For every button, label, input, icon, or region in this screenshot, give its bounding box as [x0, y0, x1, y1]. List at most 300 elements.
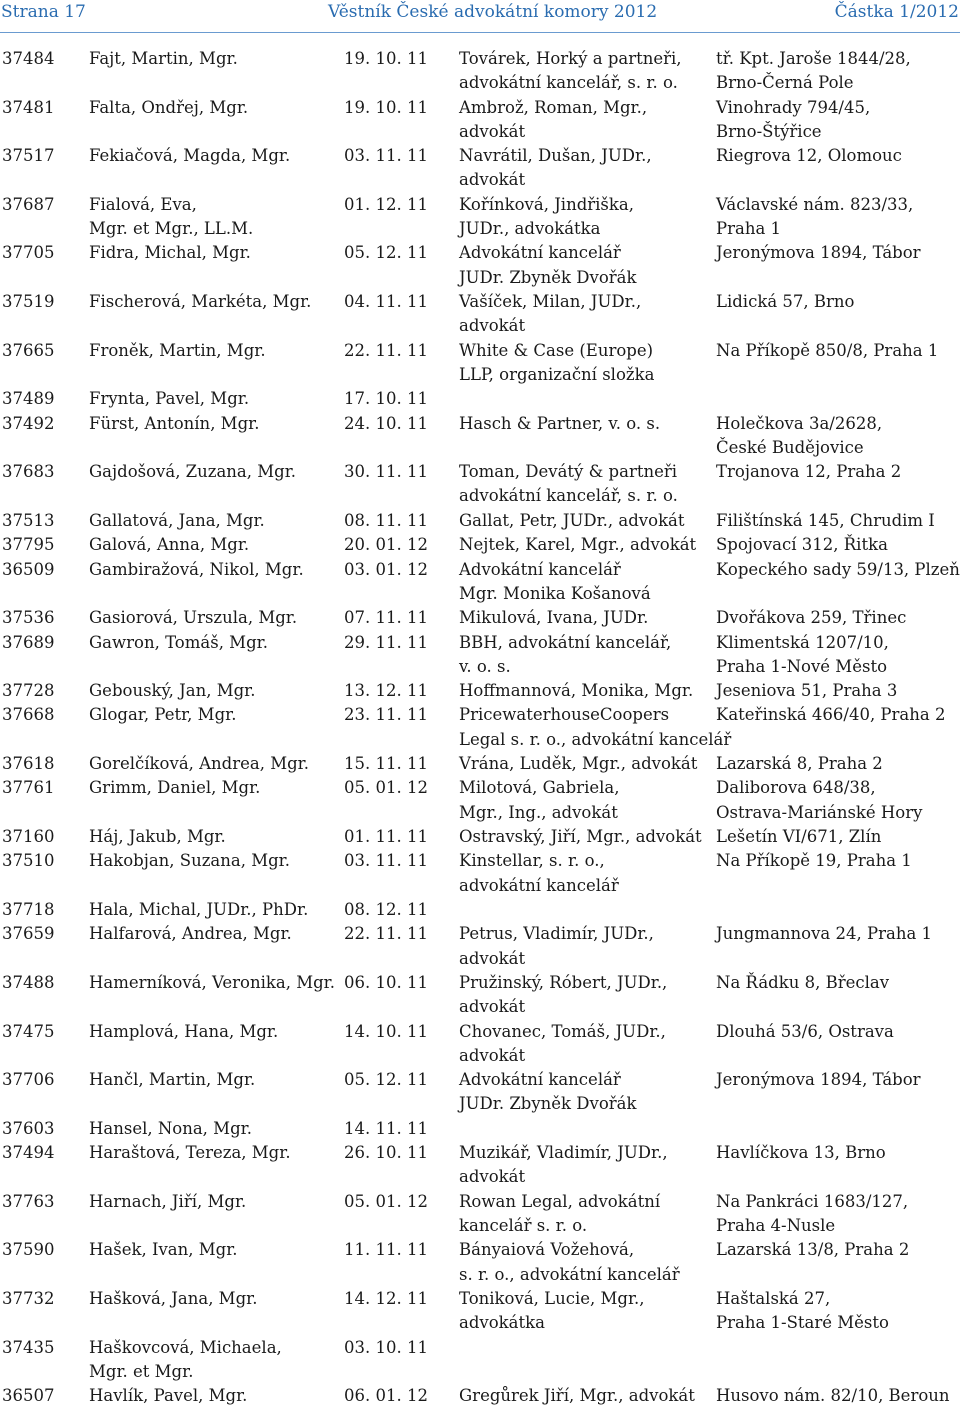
supervising-firm: [459, 96, 647, 144]
registration-date: 19. 10. 11: [344, 49, 428, 68]
candidate-name: [89, 679, 256, 703]
firm-address: [716, 1190, 908, 1238]
candidate-name: [89, 412, 259, 436]
firm-address: [716, 1287, 889, 1335]
supervising-firm-line: Gregůrek Jiří, Mgr., advokát: [459, 1386, 695, 1406]
firm-address: [716, 606, 906, 630]
supervising-firm: [459, 1141, 668, 1189]
registration-date: 14. 12. 11: [344, 1288, 428, 1308]
registration-date: 29. 11. 11: [344, 632, 428, 652]
registration-date: 06. 01. 12: [344, 1386, 428, 1406]
candidate-name-line: Haškovcová, Michaela,: [89, 1337, 282, 1357]
firm-address-line: Jeseniova 51, Praha 3: [716, 681, 898, 701]
table-row: [0, 971, 960, 1020]
registration-date: 14. 11. 11: [344, 1118, 428, 1138]
candidate-name: [89, 1238, 238, 1262]
candidate-name-line: Frynta, Pavel, Mgr.: [89, 389, 250, 409]
candidate-name: [89, 96, 248, 120]
registration-number: 37603: [2, 1118, 55, 1138]
candidate-name: [89, 241, 251, 265]
registration-date: 03. 01. 12: [344, 559, 428, 579]
firm-address-line: České Budějovice: [716, 437, 864, 457]
registration-date: 17. 10. 11: [344, 389, 428, 409]
firm-address-line: Na Příkopě 850/8, Praha 1: [716, 340, 939, 360]
candidate-name-line: Galová, Anna, Mgr.: [89, 535, 250, 555]
firm-address: [716, 1238, 909, 1262]
firm-address: [716, 679, 897, 703]
firm-address: [716, 509, 935, 533]
firm-address: [716, 752, 883, 776]
supervising-firm: [459, 533, 696, 557]
registration-date: 22. 11. 11: [344, 924, 428, 944]
firm-address: [716, 776, 922, 824]
firm-address: [716, 971, 889, 995]
registration-number: 37510: [2, 851, 55, 871]
registration-number: 37481: [2, 97, 55, 117]
registration-number: 37718: [2, 900, 55, 920]
candidate-name: [89, 1141, 291, 1165]
registration-number: 37668: [2, 705, 55, 725]
supervising-firm-line: advokát: [459, 1167, 526, 1187]
supervising-firm: [459, 144, 652, 192]
firm-address: [716, 1384, 950, 1408]
header-divider: [0, 32, 960, 33]
candidate-name: [89, 1384, 247, 1408]
candidate-name-line: Havlík, Pavel, Mgr.: [89, 1386, 248, 1406]
supervising-firm-line: advokát: [459, 997, 526, 1017]
supervising-firm: [459, 1238, 680, 1286]
registration-date: 24. 10. 11: [344, 413, 428, 433]
candidate-name: [89, 703, 236, 727]
registration-number: 36509: [2, 559, 55, 579]
firm-address-line: Kopeckého sady 59/13, Plzeň: [716, 559, 960, 579]
firm-address: [716, 558, 960, 582]
firm-address-line: Filištínská 145, Chrudim I: [716, 510, 935, 530]
candidate-name-line: Gawron, Tomáš, Mgr.: [89, 632, 268, 652]
candidate-name-line: Gorelčíková, Andrea, Mgr.: [89, 754, 310, 774]
supervising-firm-line: Bányaiová Vožehová,: [459, 1240, 635, 1260]
firm-address-line: tř. Kpt. Jaroše 1844/28,: [716, 49, 911, 68]
table-row: [0, 1336, 960, 1385]
firm-address-line: Trojanova 12, Praha 2: [716, 462, 902, 482]
supervising-firm: [459, 606, 648, 630]
table-row: [0, 339, 960, 388]
table-row: [0, 533, 960, 557]
registration-number: 37659: [2, 924, 55, 944]
table-row: [0, 1068, 960, 1117]
supervising-firm-line: Rowan Legal, advokátní: [459, 1191, 661, 1211]
candidate-name-line: Hamerníková, Veronika, Mgr.: [89, 973, 336, 993]
supervising-firm-line: Mikulová, Ivana, JUDr.: [459, 608, 649, 628]
supervising-firm: [459, 752, 697, 776]
supervising-firm-line: Vrána, Luděk, Mgr., advokát: [459, 754, 698, 774]
candidate-name: [89, 339, 266, 363]
registration-number: 37705: [2, 243, 55, 263]
firm-address: [716, 339, 938, 363]
candidate-name: [89, 509, 265, 533]
registration-number: 37706: [2, 1070, 55, 1090]
table-row: [0, 193, 960, 242]
supervising-firm-line: Muzikář, Vladimír, JUDr.,: [459, 1143, 668, 1163]
candidate-name: [89, 849, 290, 873]
candidate-name-line: Harnach, Jiří, Mgr.: [89, 1191, 247, 1211]
supervising-firm: [459, 679, 693, 703]
supervising-firm-line: Milotová, Gabriela,: [459, 778, 620, 798]
registration-number: 37763: [2, 1191, 55, 1211]
table-row: [0, 460, 960, 509]
firm-address-line: Lazarská 8, Praha 2: [716, 754, 883, 774]
firm-address: [716, 1068, 921, 1092]
firm-address: [716, 460, 901, 484]
candidate-name-line: Mgr. et Mgr., LL.M.: [89, 218, 254, 238]
supervising-firm-line: Kinstellar, s. r. o.,: [459, 851, 605, 871]
registration-number: 37590: [2, 1240, 55, 1260]
firm-address-line: Dlouhá 53/6, Ostrava: [716, 1021, 894, 1041]
supervising-firm-line: Mgr., Ing., advokát: [459, 802, 618, 822]
table-row: [0, 1238, 960, 1287]
registration-date: 11. 11. 11: [344, 1240, 428, 1260]
supervising-firm: [459, 849, 619, 897]
candidate-name-line: Hančl, Martin, Mgr.: [89, 1070, 256, 1090]
candidate-name-line: Gasiorová, Urszula, Mgr.: [89, 608, 298, 628]
registration-date: 20. 01. 12: [344, 535, 428, 555]
candidate-name: [89, 1287, 257, 1311]
supervising-firm-line: advokátka: [459, 1313, 545, 1333]
candidate-name: [89, 898, 308, 922]
candidate-name-line: Gebouský, Jan, Mgr.: [89, 681, 256, 701]
candidate-name-line: Hašková, Jana, Mgr.: [89, 1288, 258, 1308]
firm-address-line: Praha 4-Nusle: [716, 1216, 836, 1235]
table-row: [0, 509, 960, 533]
registration-date: 08. 11. 11: [344, 510, 428, 530]
registration-date: 01. 12. 11: [344, 194, 428, 214]
supervising-firm: [459, 241, 637, 289]
registration-number: 37728: [2, 681, 55, 701]
candidate-name-line: Fischerová, Markéta, Mgr.: [89, 291, 312, 311]
registration-date: 06. 10. 11: [344, 973, 428, 993]
table-row: [0, 290, 960, 339]
registration-date: 05. 12. 11: [344, 1070, 428, 1090]
table-row: [0, 825, 960, 849]
table-row: [0, 1117, 960, 1141]
firm-address: [716, 193, 913, 241]
registration-number: 37536: [2, 608, 55, 628]
table-row: [0, 1141, 960, 1190]
firm-address-line: Spojovací 312, Řitka: [716, 535, 888, 555]
supervising-firm: [459, 971, 667, 1019]
firm-address-line: Václavské nám. 823/33,: [716, 194, 914, 214]
table-row: [0, 631, 960, 680]
firm-address-line: Brno-Černá Pole: [716, 73, 854, 93]
registration-number: 37160: [2, 827, 55, 847]
page-header: [0, 2, 960, 28]
firm-address: [716, 703, 945, 727]
candidate-name: [89, 193, 253, 241]
supervising-firm: [459, 631, 671, 679]
registration-date: 26. 10. 11: [344, 1143, 428, 1163]
supervising-firm: [459, 1190, 660, 1238]
candidate-name: [89, 1190, 246, 1214]
candidate-name-line: Fialová, Eva,: [89, 194, 197, 214]
table-row: [0, 1020, 960, 1069]
supervising-firm-line: Toman, Devátý & partneři: [459, 462, 678, 482]
supervising-firm: [459, 509, 685, 533]
supervising-firm-line: Nejtek, Karel, Mgr., advokát: [459, 535, 697, 555]
supervising-firm-line: Petrus, Vladimír, JUDr.,: [459, 924, 654, 944]
registration-date: 07. 11. 11: [344, 608, 428, 628]
candidate-name: [89, 752, 309, 776]
table-row: [0, 241, 960, 290]
candidate-name-line: Hakobjan, Suzana, Mgr.: [89, 851, 290, 871]
registration-number: 37732: [2, 1288, 55, 1308]
firm-address: [716, 1020, 894, 1044]
registration-date: 14. 10. 11: [344, 1021, 428, 1041]
registration-number: 37687: [2, 194, 55, 214]
supervising-firm-line: Legal s. r. o., advokátní kancelář: [459, 729, 732, 749]
registration-number: 37484: [2, 49, 55, 68]
table-row: [0, 1384, 960, 1408]
registration-number: 36507: [2, 1386, 55, 1406]
supervising-firm: [459, 412, 660, 436]
registration-date: 05. 01. 12: [344, 778, 428, 798]
candidate-name-line: Fürst, Antonín, Mgr.: [89, 413, 260, 433]
firm-address-line: Na Pankráci 1683/127,: [716, 1191, 909, 1211]
table-row: [0, 898, 960, 922]
candidate-name-line: Grimm, Daniel, Mgr.: [89, 778, 261, 798]
supervising-firm: [459, 558, 651, 606]
supervising-firm-line: Navrátil, Dušan, JUDr.,: [459, 146, 652, 166]
registration-date: 22. 11. 11: [344, 340, 428, 360]
supervising-firm-line: Hasch & Partner, v. o. s.: [459, 413, 661, 433]
candidate-name: [89, 533, 249, 557]
page-number: Strana 17: [1, 2, 86, 22]
supervising-firm-line: JUDr., advokátka: [459, 218, 601, 238]
supervising-firm-line: LLP, organizační složka: [459, 364, 655, 384]
candidate-name: [89, 922, 292, 946]
supervising-firm-line: Kořínková, Jindřiška,: [459, 194, 634, 214]
supervising-firm-line: JUDr. Zbyněk Dvořák: [459, 1094, 637, 1114]
supervising-firm: [459, 776, 619, 824]
supervising-firm-line: advokátní kancelář: [459, 875, 619, 895]
candidate-name-line: Haraštová, Tereza, Mgr.: [89, 1143, 291, 1163]
registration-number: 37519: [2, 291, 55, 311]
firm-address: [716, 144, 902, 168]
supervising-firm-line: kancelář s. r. o.: [459, 1216, 588, 1235]
table-row: [0, 1190, 960, 1239]
supervising-firm-line: Gallat, Petr, JUDr., advokát: [459, 510, 685, 530]
firm-address-line: Holečkova 3a/2628,: [716, 413, 883, 433]
firm-address: [716, 241, 921, 265]
supervising-firm-line: s. r. o., advokátní kancelář: [459, 1264, 680, 1284]
firm-address-line: Daliborova 648/38,: [716, 778, 876, 798]
registration-number: 37795: [2, 535, 55, 555]
table-row: [0, 849, 960, 898]
table-row: [0, 776, 960, 825]
table-row: [0, 47, 960, 96]
candidate-name: [89, 631, 268, 655]
candidate-name: [89, 971, 335, 995]
registration-date: 05. 01. 12: [344, 1191, 428, 1211]
supervising-firm-line: Advokátní kancelář: [459, 1070, 621, 1090]
firm-address-line: Na Řádku 8, Břeclav: [716, 973, 890, 993]
registration-date: 03. 11. 11: [344, 146, 428, 166]
table-row: [0, 679, 960, 703]
supervising-firm-line: Advokátní kancelář: [459, 559, 621, 579]
registration-date: 04. 11. 11: [344, 291, 428, 311]
supervising-firm-line: Pružinský, Róbert, JUDr.,: [459, 973, 668, 993]
candidate-name: [89, 776, 260, 800]
supervising-firm-line: Hoffmannová, Monika, Mgr.: [459, 681, 694, 701]
supervising-firm: [459, 339, 654, 387]
registration-number: 37618: [2, 754, 55, 774]
registration-number: 37683: [2, 462, 55, 482]
journal-title: Věstník České advokátní komory 2012: [328, 2, 658, 22]
candidate-name: [89, 1117, 252, 1141]
firm-address: [716, 47, 911, 95]
supervising-firm-line: advokát: [459, 170, 526, 190]
supervising-firm-line: advokátní kancelář, s. r. o.: [459, 73, 678, 93]
supervising-firm: [459, 703, 731, 751]
supervising-firm-line: Chovanec, Tomáš, JUDr.,: [459, 1021, 666, 1041]
candidate-name-line: Fajt, Martin, Mgr.: [89, 49, 238, 68]
registration-number: 37494: [2, 1143, 55, 1163]
registration-number: 37517: [2, 146, 55, 166]
table-row: [0, 412, 960, 461]
registration-date: 01. 11. 11: [344, 827, 428, 847]
issue-number: Částka 1/2012: [834, 2, 959, 22]
registration-number: 37761: [2, 778, 55, 798]
registry-table: [0, 47, 960, 1409]
registration-number: 37665: [2, 340, 55, 360]
firm-address: [716, 412, 882, 460]
firm-address-line: Praha 1: [716, 218, 782, 238]
supervising-firm-line: Mgr. Monika Košanová: [459, 583, 651, 603]
registration-number: 37492: [2, 413, 55, 433]
candidate-name-line: Mgr. et Mgr.: [89, 1361, 194, 1381]
candidate-name-line: Fekiačová, Magda, Mgr.: [89, 146, 291, 166]
firm-address-line: Lešetín VI/671, Zlín: [716, 827, 882, 847]
supervising-firm-line: advokát: [459, 1045, 526, 1065]
candidate-name: [89, 825, 226, 849]
supervising-firm: [459, 193, 634, 241]
table-row: [0, 1287, 960, 1336]
registration-number: 37488: [2, 973, 55, 993]
firm-address-line: Vinohrady 794/45,: [716, 97, 871, 117]
registration-date: 05. 12. 11: [344, 243, 428, 263]
supervising-firm-line: Toniková, Lucie, Mgr.,: [459, 1288, 645, 1308]
supervising-firm-line: advokátní kancelář, s. r. o.: [459, 486, 678, 506]
firm-address: [716, 922, 932, 946]
candidate-name-line: Hamplová, Hana, Mgr.: [89, 1021, 279, 1041]
registration-date: 08. 12. 11: [344, 900, 428, 920]
table-row: [0, 387, 960, 411]
candidate-name: [89, 290, 311, 314]
table-row: [0, 752, 960, 776]
supervising-firm: [459, 460, 678, 508]
firm-address-line: Jeronýmova 1894, Tábor: [716, 1070, 921, 1090]
candidate-name: [89, 47, 238, 71]
candidate-name: [89, 1020, 278, 1044]
supervising-firm: [459, 290, 641, 338]
supervising-firm: [459, 47, 682, 95]
firm-address-line: Riegrova 12, Olomouc: [716, 146, 902, 166]
table-row: [0, 703, 960, 752]
supervising-firm: [459, 1384, 695, 1408]
registration-date: 15. 11. 11: [344, 754, 428, 774]
firm-address-line: Jeronýmova 1894, Tábor: [716, 243, 921, 263]
supervising-firm-line: advokát: [459, 316, 526, 336]
candidate-name-line: Gajdošová, Zuzana, Mgr.: [89, 462, 297, 482]
firm-address: [716, 631, 889, 679]
candidate-name-line: Glogar, Petr, Mgr.: [89, 705, 237, 725]
firm-address-line: Ostrava-Mariánské Hory: [716, 802, 923, 822]
registration-number: 37475: [2, 1021, 55, 1041]
supervising-firm: [459, 1068, 637, 1116]
registration-date: 03. 11. 11: [344, 851, 428, 871]
supervising-firm-line: White & Case (Europe): [459, 340, 654, 360]
firm-address-line: Brno-Štýřice: [716, 121, 822, 141]
candidate-name-line: Halfarová, Andrea, Mgr.: [89, 924, 292, 944]
candidate-name-line: Hašek, Ivan, Mgr.: [89, 1240, 238, 1260]
candidate-name: [89, 606, 297, 630]
supervising-firm-line: Ostravský, Jiří, Mgr., advokát: [459, 827, 702, 847]
supervising-firm-line: Advokátní kancelář: [459, 243, 621, 263]
registration-date: 19. 10. 11: [344, 97, 428, 117]
candidate-name-line: Froněk, Martin, Mgr.: [89, 340, 266, 360]
firm-address: [716, 849, 912, 873]
supervising-firm: [459, 1287, 645, 1335]
candidate-name-line: Gambiražová, Nikol, Mgr.: [89, 559, 304, 579]
firm-address: [716, 1141, 886, 1165]
registration-date: 13. 12. 11: [344, 681, 428, 701]
supervising-firm-line: advokát: [459, 121, 526, 141]
candidate-name: [89, 1336, 282, 1384]
candidate-name-line: Falta, Ondřej, Mgr.: [89, 97, 249, 117]
firm-address-line: Haštalská 27,: [716, 1288, 831, 1308]
supervising-firm-line: Vašíček, Milan, JUDr.,: [459, 291, 642, 311]
supervising-firm-line: BBH, advokátní kancelář,: [459, 632, 672, 652]
registration-number: 37513: [2, 510, 55, 530]
supervising-firm: [459, 825, 702, 849]
supervising-firm-line: advokát: [459, 948, 526, 968]
supervising-firm-line: Ambrož, Roman, Mgr.,: [459, 97, 648, 117]
registration-number: 37489: [2, 389, 55, 409]
supervising-firm-line: PricewaterhouseCoopers: [459, 705, 670, 725]
registration-number: 37689: [2, 632, 55, 652]
firm-address-line: Na Příkopě 19, Praha 1: [716, 851, 912, 871]
firm-address-line: Praha 1-Staré Město: [716, 1313, 889, 1333]
firm-address: [716, 825, 881, 849]
firm-address-line: Jungmannova 24, Praha 1: [716, 924, 933, 944]
table-row: [0, 922, 960, 971]
registration-date: 03. 10. 11: [344, 1337, 428, 1357]
table-row: [0, 144, 960, 193]
firm-address-line: Husovo nám. 82/10, Beroun: [716, 1386, 950, 1406]
firm-address-line: Praha 1-Nové Město: [716, 656, 888, 676]
candidate-name: [89, 387, 249, 411]
candidate-name-line: Háj, Jakub, Mgr.: [89, 827, 226, 847]
candidate-name-line: Gallatová, Jana, Mgr.: [89, 510, 265, 530]
candidate-name-line: Hala, Michal, JUDr., PhDr.: [89, 900, 309, 920]
supervising-firm-line: v. o. s.: [459, 656, 511, 676]
table-row: [0, 606, 960, 630]
candidate-name: [89, 144, 290, 168]
firm-address-line: Kateřinská 466/40, Praha 2: [716, 705, 946, 725]
firm-address-line: Dvořákova 259, Třinec: [716, 608, 907, 628]
firm-address-line: Klimentská 1207/10,: [716, 632, 889, 652]
firm-address-line: Lazarská 13/8, Praha 2: [716, 1240, 910, 1260]
supervising-firm: [459, 922, 654, 970]
